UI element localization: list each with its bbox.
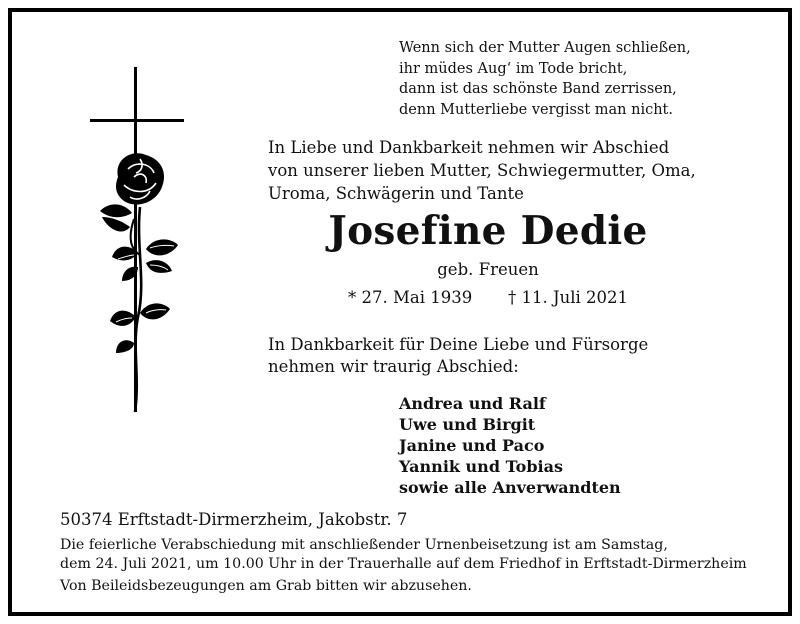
intro-line: In Liebe und Dankbarkeit nehmen wir Abschied	[268, 138, 670, 157]
intro-line: Uroma, Schwägerin und Tante	[268, 184, 524, 203]
thanks-line: In Dankbarkeit für Deine Liebe und Fürsorge	[268, 335, 649, 354]
thanks-text	[268, 334, 648, 378]
cross-with-rose-icon	[88, 67, 200, 417]
birth-date: * 27. Mai 1939	[348, 288, 473, 307]
family-member: Yannik und Tobias	[399, 457, 563, 476]
ceremony-line: Die feierliche Verabschiedung mit anschließender Urnenbeisetzung ist am Samstag,	[60, 537, 668, 553]
thanks-line: nehmen wir traurig Abschied:	[268, 357, 519, 376]
death-date: † 11. Juli 2021	[508, 288, 629, 307]
memorial-poem	[399, 38, 691, 120]
deceased-name: Josefine Dedie	[328, 208, 648, 254]
intro-text	[268, 136, 696, 205]
family-list	[399, 393, 621, 498]
poem-line: denn Mutterliebe vergisst man nicht.	[399, 101, 673, 118]
family-member: sowie alle Anverwandten	[399, 478, 621, 497]
family-member: Andrea und Ralf	[399, 394, 546, 413]
obituary-card	[8, 8, 792, 616]
ceremony-info	[60, 536, 747, 574]
poem-line: ihr müdes Aug‘ im Tode bricht,	[399, 60, 628, 77]
condolence-notice: Von Beileidsbezeugungen am Grab bitten wir abzusehen.	[60, 578, 472, 594]
poem-line: Wenn sich der Mutter Augen schließen,	[399, 40, 691, 56]
birth-name: geb. Freuen	[437, 260, 539, 279]
family-member: Uwe und Birgit	[399, 415, 536, 434]
family-member: Janine und Paco	[399, 436, 545, 455]
ceremony-line: dem 24. Juli 2021, um 10.00 Uhr in der Trauerhalle auf dem Friedhof in Erftstadt-Dirmerzheim	[60, 556, 747, 572]
poem-line: dann ist das schönste Band zerrissen,	[399, 81, 677, 97]
intro-line: von unserer lieben Mutter, Schwiegermutter, Oma,	[268, 161, 696, 180]
address: 50374 Erftstadt-Dirmerzheim, Jakobstr. 7	[60, 510, 408, 529]
